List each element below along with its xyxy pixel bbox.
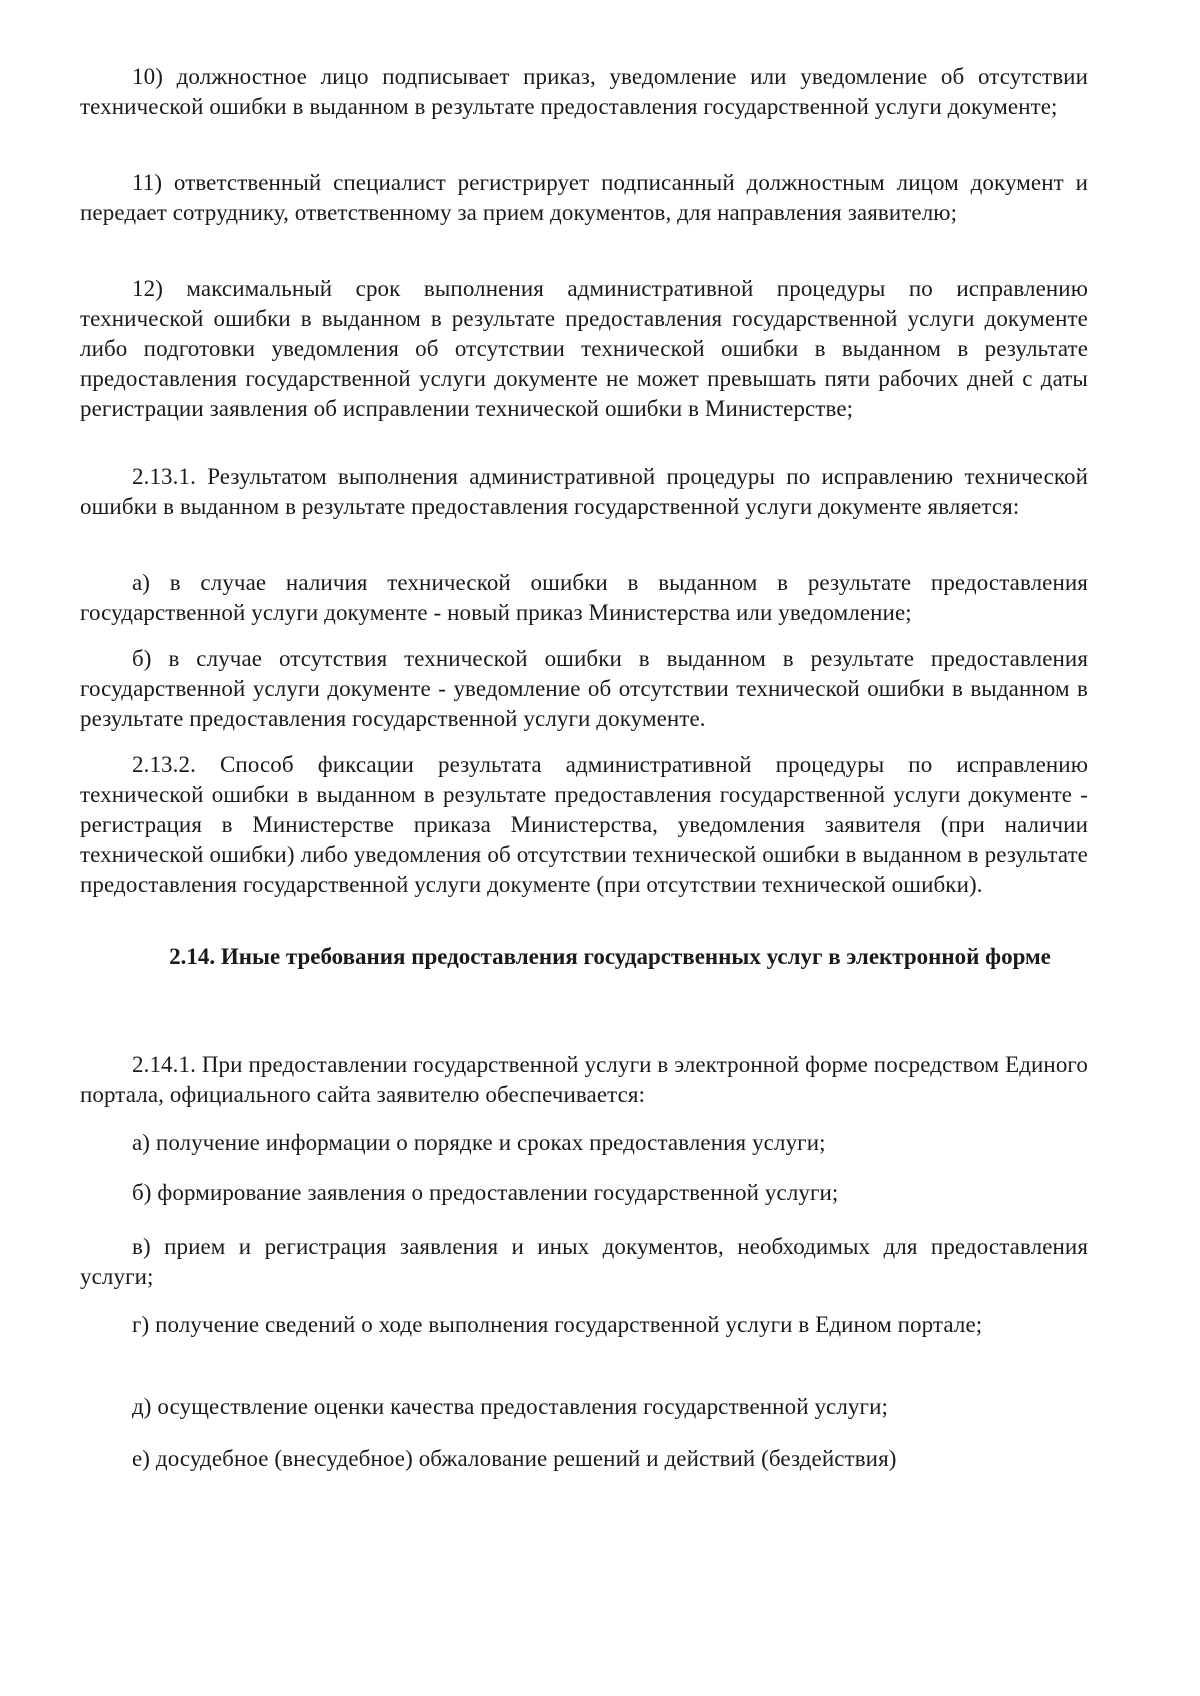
section-heading-2-14: 2.14. Иные требования предоставления государственных услуг в электронной форме bbox=[169, 944, 1051, 969]
paragraph-2-14-1: 2.14.1. При предоставлении государственной услуги в электронной форме посредством Единого портала, официального сайта заявителю обеспечивается: bbox=[80, 1052, 1088, 1107]
list-item-v: в) прием и регистрация заявления и иных документов, необходимых для предоставления услуги; bbox=[80, 1234, 1088, 1289]
list-item-d: д) осуществление оценки качества предоставления государственной услуги; bbox=[132, 1394, 888, 1419]
paragraph-item-10: 10) должностное лицо подписывает приказ, уведомление или уведомление об отсутствии технической ошибки в выданном в результате предоставления государственной услуги документе; bbox=[80, 64, 1088, 119]
paragraph-2-13-2: 2.13.2. Способ фиксации результата административной процедуры по исправлению технической ошибки в выданном в результате предоставления государственной услуги документе - регистрация в Министерстве приказа Министерства, уведомления заявителя (при наличии технической ошибки) либо уведомления об отсутствии технической ошибки в выданном в результате предоставления государственной услуги документе (при отсутствии технической ошибки). bbox=[80, 752, 1088, 897]
list-item-a: а) получение информации о порядке и сроках предоставления услуги; bbox=[132, 1130, 826, 1155]
list-item-e: е) досудебное (внесудебное) обжалование решений и действий (бездействия) bbox=[132, 1446, 897, 1471]
list-item-g: г) получение сведений о ходе выполнения государственной услуги в Едином портале; bbox=[132, 1312, 983, 1337]
paragraph-2-13-1-a: а) в случае наличия технической ошибки в выданном в результате предоставления государственной услуги документе - новый приказ Министерства или уведомление; bbox=[80, 570, 1088, 625]
paragraph-2-13-1-b: б) в случае отсутствия технической ошибки в выданном в результате предоставления государственной услуги документе - уведомление об отсутствии технической ошибки в выданном в результате предоставления государственной услуги документе. bbox=[80, 646, 1088, 731]
paragraph-item-11: 11) ответственный специалист регистрирует подписанный должностным лицом документ и передает сотруднику, ответственному за прием документов, для направления заявителю; bbox=[80, 170, 1088, 225]
list-item-b: б) формирование заявления о предоставлении государственной услуги; bbox=[132, 1180, 839, 1205]
paragraph-item-12: 12) максимальный срок выполнения административной процедуры по исправлению технической ошибки в выданном в результате предоставления государственной услуги документе либо подготовки уведомления об отсутствии технической ошибки в выданном в результате предоставления государственной услуги документе не может превышать пяти рабочих дней с даты регистрации заявления об исправлении технической ошибки в Министерстве; bbox=[80, 276, 1088, 421]
paragraph-2-13-1: 2.13.1. Результатом выполнения административной процедуры по исправлению технической ошибки в выданном в результате предоставления государственной услуги документе является: bbox=[80, 464, 1088, 519]
